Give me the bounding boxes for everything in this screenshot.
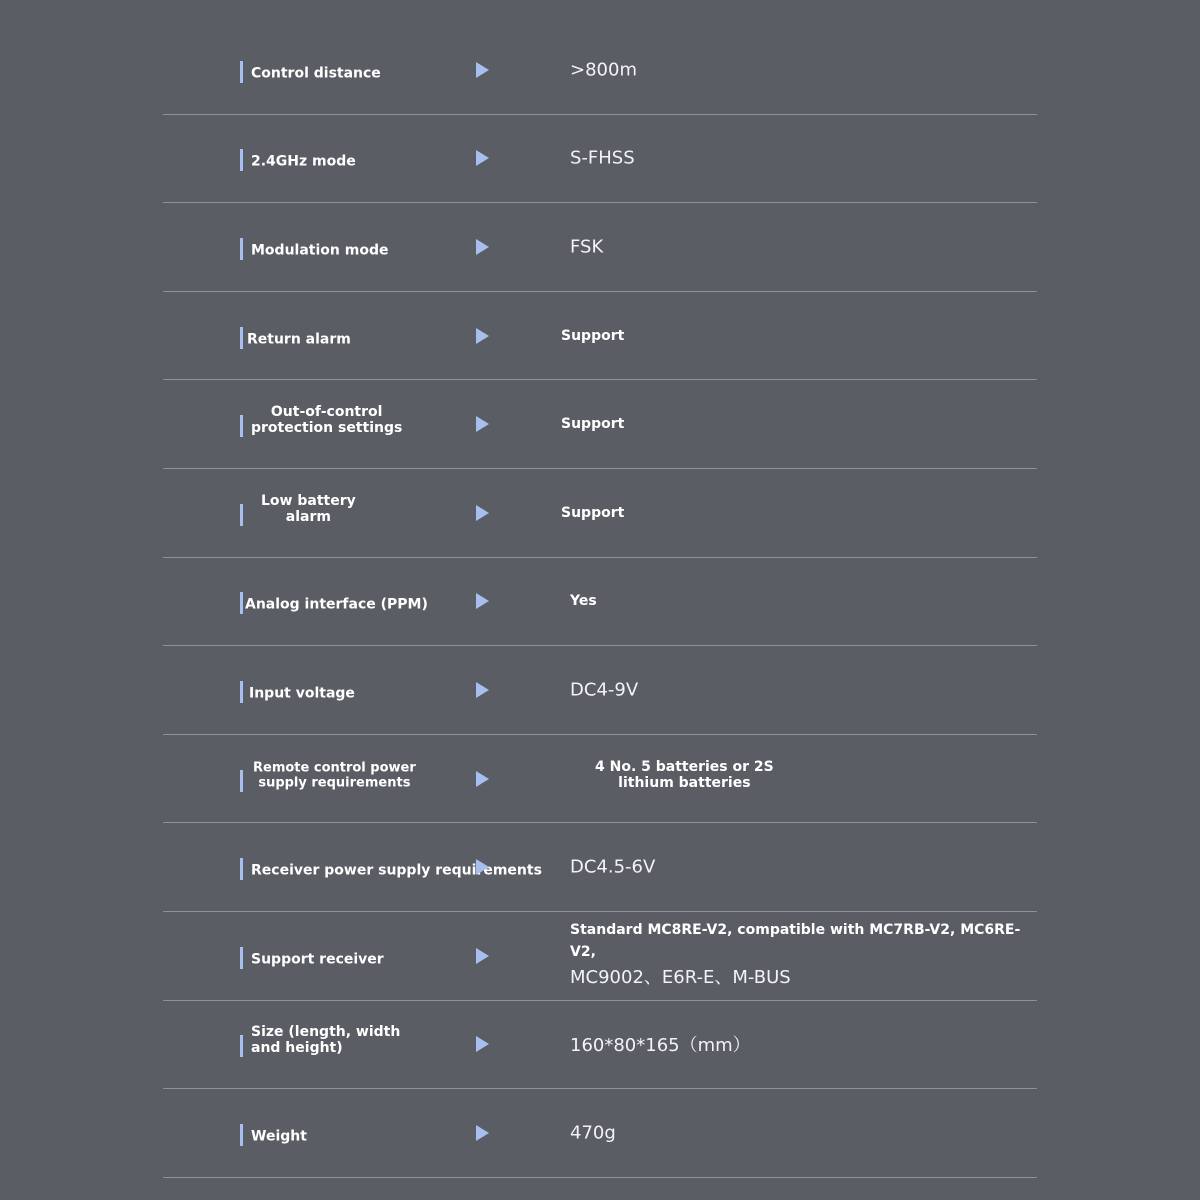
spec-row-weight	[163, 1089, 1037, 1178]
vertical-bar-icon	[240, 415, 243, 437]
vertical-bar-icon	[240, 1124, 243, 1146]
vertical-bar-icon	[240, 149, 243, 171]
spec-label: Support receiver	[251, 951, 384, 968]
spec-label: Analog interface (PPM)	[245, 596, 428, 613]
spec-row-analog-interface	[163, 558, 1037, 647]
spec-label: Size (length, width and height)	[251, 1024, 401, 1057]
play-arrow-icon	[476, 593, 489, 609]
spec-label: Low battery alarm	[261, 492, 356, 525]
spec-value: DC4-9V	[570, 679, 639, 701]
spec-value: 470g	[570, 1122, 616, 1144]
play-arrow-icon	[476, 1036, 489, 1052]
vertical-bar-icon	[240, 61, 243, 83]
spec-row-2-4ghz-mode	[163, 115, 1037, 204]
vertical-bar-icon	[240, 327, 243, 349]
spec-label: Remote control power supply requirements	[253, 759, 416, 790]
play-arrow-icon	[476, 150, 489, 166]
play-arrow-icon	[476, 62, 489, 78]
spec-value-line: Standard MC8RE-V2, compatible with MC7RB-V2, MC6RE-V2,	[570, 921, 1021, 960]
spec-label: Receiver power supply requirements	[251, 862, 542, 879]
vertical-bar-icon	[240, 947, 243, 969]
spec-row-return-alarm	[163, 292, 1037, 381]
spec-value: Support	[561, 416, 625, 433]
play-arrow-icon	[476, 948, 489, 964]
play-arrow-icon	[476, 416, 489, 432]
vertical-bar-icon	[240, 1035, 243, 1057]
spec-row-remote-power-supply	[163, 735, 1037, 824]
spec-label: 2.4GHz mode	[251, 153, 356, 170]
spec-row-control-distance	[163, 26, 1037, 115]
vertical-bar-icon	[240, 592, 243, 614]
vertical-bar-icon	[240, 770, 243, 792]
play-arrow-icon	[476, 1125, 489, 1141]
spec-value: Support	[561, 327, 625, 344]
spec-row-support-receiver	[163, 912, 1037, 1001]
spec-label: Modulation mode	[251, 242, 389, 259]
spec-row-input-voltage	[163, 646, 1037, 735]
vertical-bar-icon	[240, 504, 243, 526]
vertical-bar-icon	[240, 858, 243, 880]
spec-table	[163, 26, 1037, 1178]
spec-label: Weight	[251, 1128, 307, 1145]
spec-row-out-of-control-protection	[163, 380, 1037, 469]
spec-row-low-battery-alarm	[163, 469, 1037, 558]
play-arrow-icon	[476, 239, 489, 255]
spec-value: >800m	[570, 59, 637, 81]
spec-value: 4 No. 5 batteries or 2S lithium batteries	[595, 758, 774, 791]
spec-row-receiver-power-supply	[163, 823, 1037, 912]
spec-value	[570, 919, 1037, 993]
spec-row-modulation-mode	[163, 203, 1037, 292]
play-arrow-icon	[476, 682, 489, 698]
spec-value: 160*80*165（mm）	[570, 1035, 751, 1057]
play-arrow-icon	[476, 771, 489, 787]
spec-value: FSK	[570, 236, 604, 258]
spec-row-size	[163, 1001, 1037, 1090]
spec-label: Return alarm	[247, 331, 351, 348]
spec-label: Control distance	[251, 65, 381, 82]
spec-value-line: MC9002、E6R-E、M-BUS	[570, 966, 791, 988]
play-arrow-icon	[476, 505, 489, 521]
spec-label: Out-of-control protection settings	[251, 404, 403, 437]
play-arrow-icon	[476, 328, 489, 344]
spec-value: S-FHSS	[570, 147, 635, 169]
spec-value: Support	[561, 504, 625, 521]
vertical-bar-icon	[240, 681, 243, 703]
spec-label: Input voltage	[249, 685, 355, 702]
spec-value: Yes	[570, 593, 597, 610]
play-arrow-icon	[476, 859, 489, 875]
spec-value: DC4.5-6V	[570, 856, 656, 878]
vertical-bar-icon	[240, 238, 243, 260]
